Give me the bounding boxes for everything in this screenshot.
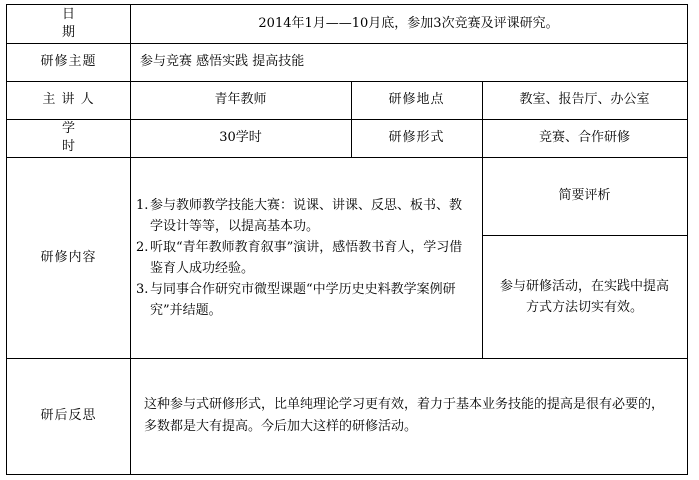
hours-value: 30学时 (219, 130, 262, 145)
topic-label: 研修主题 (40, 54, 97, 69)
topic-value: 参与竞赛 感悟实践 提高技能 (140, 54, 305, 69)
list-item-text: 与同事合作研究市微型课题“中学历史史料教学案例研究”并结题。 (150, 281, 456, 318)
date-label: 日 期 (61, 7, 103, 40)
hours-label: 学 时 (61, 121, 103, 154)
list-item-number: 1. (136, 197, 149, 213)
format-label: 研修形式 (388, 130, 445, 145)
date-value: 2014年1月——10月底，参加3次竞赛及评课研究。 (258, 16, 559, 31)
list-item-text: 听取“青年教师教育叙事”演讲，感悟教书育人，学习借鉴育人成功经验。 (150, 239, 463, 276)
comment-header: 简要评析 (558, 188, 611, 203)
reflection-label: 研后反思 (40, 408, 97, 423)
location-value: 教室、报告厅、办公室 (519, 92, 650, 107)
list-item (136, 195, 472, 237)
reflection-text: 这种参与式研修形式，比单纯理论学习更有效，着力于基本业务技能的提高是很有必要的，多数都是大有提高。今后加大这样的研修活动。 (144, 397, 665, 434)
list-item-text: 参与教师教学技能大赛：说课、讲课、反思、板书、教学设计等等，以提高基本功。 (150, 197, 463, 234)
list-item (136, 237, 472, 279)
content-label: 研修内容 (40, 249, 97, 265)
format-value: 竞赛、合作研修 (538, 130, 630, 145)
content-list (136, 195, 482, 321)
reflection-cell (130, 358, 687, 474)
list-item (136, 279, 472, 321)
speaker-value: 青年教师 (214, 92, 267, 107)
content-list-cell (130, 157, 482, 358)
speaker-label: 主 讲 人 (42, 92, 95, 107)
training-record-table (6, 4, 688, 475)
list-item-number: 2. (136, 239, 149, 255)
comment-value: 参与研修活动，在实践中提高方式方法切实有效。 (499, 278, 669, 315)
location-label: 研修地点 (388, 92, 445, 107)
list-item-number: 3. (136, 281, 149, 297)
